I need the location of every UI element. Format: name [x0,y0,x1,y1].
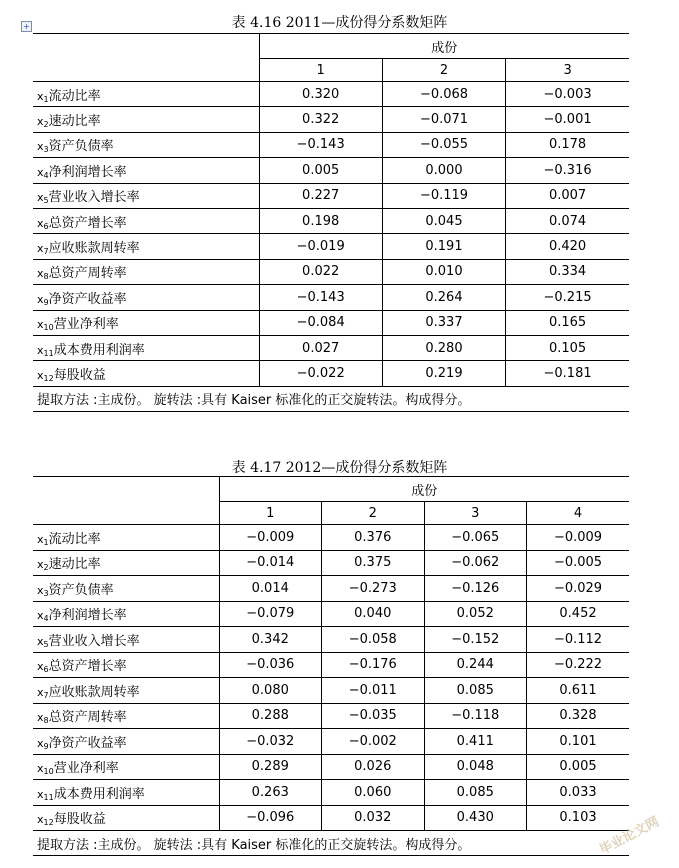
coefficient-cell: 0.244 [424,652,527,678]
coefficient-cell: 0.052 [424,601,527,627]
column-header: 3 [563,62,572,78]
coefficient-cell: 0.101 [527,729,630,755]
variable-subscript: 10 [43,323,54,333]
variable-subscript: 7 [43,247,49,257]
coefficient-cell: −0.316 [506,158,629,183]
coefficient-cell: 0.000 [382,158,505,183]
variable-label: $x_8$总资产周转率 [33,259,259,284]
coefficient-cell: 0.322 [259,107,382,132]
table-row [33,703,629,729]
variable-label: $x_6$总资产增长率 [33,652,219,678]
table-row [33,183,629,208]
table-footnote: 提取方法 :主成份。 旋转法 :具有 Kaiser 标准化的正交旋转法。构成得分。 [33,386,629,411]
variable-name: 净利润增长率 [48,164,127,180]
variable-label: $x_9$净资产收益率 [33,285,259,310]
table-row [33,361,629,386]
variable-label: $x_6$总资产增长率 [33,208,259,233]
variable-subscript: 3 [43,145,49,155]
variable-name: 总资产增长率 [48,215,127,231]
column-header: 4 [573,505,583,521]
coefficient-cell: 0.045 [382,208,505,233]
variable-name: 每股收益 [53,812,106,828]
variable-name: 营业收入增长率 [48,633,140,649]
variable-name: 营业净利率 [53,761,119,777]
table-row [33,678,629,704]
coefficient-cell: −0.065 [424,525,527,551]
coefficient-cell: 0.165 [506,310,629,335]
coefficient-cell: 0.263 [219,780,322,806]
coefficient-cell: 0.005 [259,158,382,183]
table-footnote: 提取方法 :主成份。 旋转法 :具有 Kaiser 标准化的正交旋转法。构成得分。 [33,831,629,856]
table-row [33,754,629,780]
coefficient-cell: 0.080 [219,678,322,704]
coefficient-cell: 0.010 [382,259,505,284]
component-score-table-2012 [33,476,629,856]
table-row [33,335,629,360]
coefficient-cell: 0.227 [259,183,382,208]
variable-subscript: 2 [43,563,49,573]
variable-label: $x_5$营业收入增长率 [33,627,219,653]
coefficient-cell: −0.029 [527,576,630,602]
variable-subscript: 12 [43,373,54,383]
coefficient-cell: 0.420 [506,234,629,259]
variable-name: 资产负债率 [48,582,114,598]
coefficient-cell: −0.009 [527,525,630,551]
variable-label: $x_2$速动比率 [33,550,219,576]
coefficient-cell: 0.085 [424,678,527,704]
variable-label: $x_{10}$营业净利率 [33,754,219,780]
variable-name: 资产负债率 [48,139,114,155]
variable-name: 应收账款周转率 [48,241,140,257]
coefficient-cell: −0.019 [259,234,382,259]
variable-subscript: 6 [43,665,49,675]
variable-subscript: 3 [43,588,49,598]
component-group-header: 成份 [219,477,629,502]
coefficient-cell: −0.001 [506,107,629,132]
variable-name: 净资产收益率 [48,735,127,751]
table-row [33,259,629,284]
variable-label: $x_3$资产负债率 [33,576,219,602]
coefficient-cell: −0.152 [424,627,527,653]
variable-label: $x_{12}$每股收益 [33,361,259,386]
table-row [33,652,629,678]
variable-subscript: 11 [43,348,54,358]
coefficient-cell: 0.280 [382,335,505,360]
header-stub [33,34,259,82]
table-row [33,576,629,602]
variable-subscript: 9 [43,741,49,751]
table-row [33,310,629,335]
coefficient-cell: 0.219 [382,361,505,386]
variable-name: 营业收入增长率 [48,190,140,206]
variable-subscript: 4 [43,170,49,180]
coefficient-cell: −0.273 [322,576,425,602]
coefficient-cell: −0.002 [322,729,425,755]
coefficient-cell: −0.143 [259,132,382,157]
table-row [33,208,629,233]
variable-name: 成本费用利润率 [53,786,145,802]
coefficient-cell: −0.003 [506,82,629,107]
coefficient-cell: −0.143 [259,285,382,310]
table-row [33,601,629,627]
variable-name: 总资产周转率 [48,710,127,726]
coefficient-cell: 0.040 [322,601,425,627]
table-row [33,285,629,310]
coefficient-cell: 0.611 [527,678,630,704]
coefficient-cell: −0.036 [219,652,322,678]
coefficient-cell: −0.084 [259,310,382,335]
variable-label: $x_{11}$成本费用利润率 [33,780,219,806]
coefficient-cell: 0.103 [527,805,630,831]
coefficient-cell: 0.328 [527,703,630,729]
coefficient-cell: 0.288 [219,703,322,729]
table-caption: 表 4.17 2012—成份得分系数矩阵 [231,460,448,476]
table-row [33,132,629,157]
column-header: 2 [322,502,425,525]
table-move-handle-icon[interactable]: + [21,21,32,32]
column-header: 3 [424,502,527,525]
variable-subscript: 8 [43,272,49,282]
variable-label: $x_{10}$营业净利率 [33,310,259,335]
variable-name: 净资产收益率 [48,291,127,307]
variable-label: $x_1$流动比率 [33,82,259,107]
coefficient-cell: 0.191 [382,234,505,259]
table-caption: 表 4.16 2011—成份得分系数矩阵 [231,15,448,31]
variable-subscript: 1 [43,537,49,547]
header-stub [33,477,219,525]
coefficient-cell: −0.035 [322,703,425,729]
table-row [33,82,629,107]
coefficient-cell: −0.009 [219,525,322,551]
variable-subscript: 12 [43,818,54,828]
coefficient-cell: 0.178 [506,132,629,157]
variable-label: $x_7$应收账款周转率 [33,678,219,704]
coefficient-cell: −0.096 [219,805,322,831]
coefficient-cell: −0.126 [424,576,527,602]
coefficient-cell: 0.430 [424,805,527,831]
variable-label: $x_{11}$成本费用利润率 [33,335,259,360]
coefficient-cell: 0.032 [322,805,425,831]
variable-subscript: 7 [43,690,49,700]
coefficient-cell: 0.022 [259,259,382,284]
table-row [33,729,629,755]
coefficient-cell: 0.014 [219,576,322,602]
variable-name: 流动比率 [48,531,101,547]
coefficient-cell: 0.048 [424,754,527,780]
variable-label: $x_4$净利润增长率 [33,601,219,627]
coefficient-cell: 0.264 [382,285,505,310]
coefficient-cell: 0.411 [424,729,527,755]
variable-name: 总资产增长率 [48,659,127,675]
coefficient-cell: −0.005 [527,550,630,576]
variable-label: $x_9$净资产收益率 [33,729,219,755]
coefficient-cell: 0.060 [322,780,425,806]
variable-name: 每股收益 [53,367,106,383]
component-score-table-2011 [33,33,629,412]
coefficient-cell: −0.176 [322,652,425,678]
coefficient-cell: −0.011 [322,678,425,704]
coefficient-cell: 0.376 [322,525,425,551]
table-row [33,107,629,132]
variable-subscript: 5 [43,196,49,206]
coefficient-cell: −0.118 [424,703,527,729]
table-row [33,805,629,831]
coefficient-cell: 0.033 [527,780,630,806]
coefficient-cell: −0.181 [506,361,629,386]
variable-subscript: 9 [43,297,49,307]
variable-subscript: 8 [43,716,49,726]
variable-label: $x_{12}$每股收益 [33,805,219,831]
variable-name: 流动比率 [48,88,101,104]
coefficient-cell: −0.112 [527,627,630,653]
coefficient-cell: 0.198 [259,208,382,233]
coefficient-cell: 0.452 [527,601,630,627]
coefficient-cell: 0.337 [382,310,505,335]
variable-subscript: 4 [43,614,49,624]
coefficient-cell: 0.289 [219,754,322,780]
coefficient-cell: −0.071 [382,107,505,132]
coefficient-cell: 0.105 [506,335,629,360]
variable-label: $x_7$应收账款周转率 [33,234,259,259]
coefficient-cell: −0.055 [382,132,505,157]
variable-name: 净利润增长率 [48,608,127,624]
table-row [33,627,629,653]
coefficient-cell: −0.068 [382,82,505,107]
variable-subscript: 10 [43,767,54,777]
variable-name: 总资产周转率 [48,266,127,282]
coefficient-cell: −0.222 [527,652,630,678]
column-header: 1 [259,59,382,82]
variable-name: 成本费用利润率 [53,342,145,358]
variable-name: 营业净利率 [53,317,119,333]
coefficient-cell: −0.058 [322,627,425,653]
variable-label: $x_3$资产负债率 [33,132,259,157]
variable-subscript: 6 [43,221,49,231]
variable-subscript: 1 [43,94,49,104]
table-row [33,780,629,806]
variable-subscript: 2 [43,120,49,130]
coefficient-cell: −0.215 [506,285,629,310]
variable-label: $x_1$流动比率 [33,525,219,551]
column-header: 2 [382,59,505,82]
table-row [33,234,629,259]
component-group-header: 成份 [259,34,629,59]
coefficient-cell: 0.334 [506,259,629,284]
variable-label: $x_4$净利润增长率 [33,158,259,183]
coefficient-cell: 0.320 [259,82,382,107]
coefficient-cell: 0.085 [424,780,527,806]
variable-label: $x_8$总资产周转率 [33,703,219,729]
coefficient-cell: 0.074 [506,208,629,233]
coefficient-cell: −0.022 [259,361,382,386]
variable-label: $x_2$速动比率 [33,107,259,132]
coefficient-cell: −0.032 [219,729,322,755]
variable-subscript: 11 [43,792,54,802]
variable-name: 速动比率 [48,557,101,573]
coefficient-cell: −0.062 [424,550,527,576]
coefficient-cell: −0.079 [219,601,322,627]
table-row [33,525,629,551]
variable-name: 速动比率 [48,114,101,130]
coefficient-cell: 0.375 [322,550,425,576]
table-row [33,550,629,576]
coefficient-cell: 0.342 [219,627,322,653]
coefficient-cell: 0.005 [527,754,630,780]
column-header: 1 [219,502,322,525]
watermark-logo: 毕业论文网 [597,814,662,859]
coefficient-cell: 0.026 [322,754,425,780]
coefficient-cell: 0.007 [506,183,629,208]
variable-name: 应收账款周转率 [48,684,140,700]
table-row [33,158,629,183]
coefficient-cell: −0.119 [382,183,505,208]
variable-label: $x_5$营业收入增长率 [33,183,259,208]
variable-subscript: 5 [43,639,49,649]
coefficient-cell: −0.014 [219,550,322,576]
coefficient-cell: 0.027 [259,335,382,360]
